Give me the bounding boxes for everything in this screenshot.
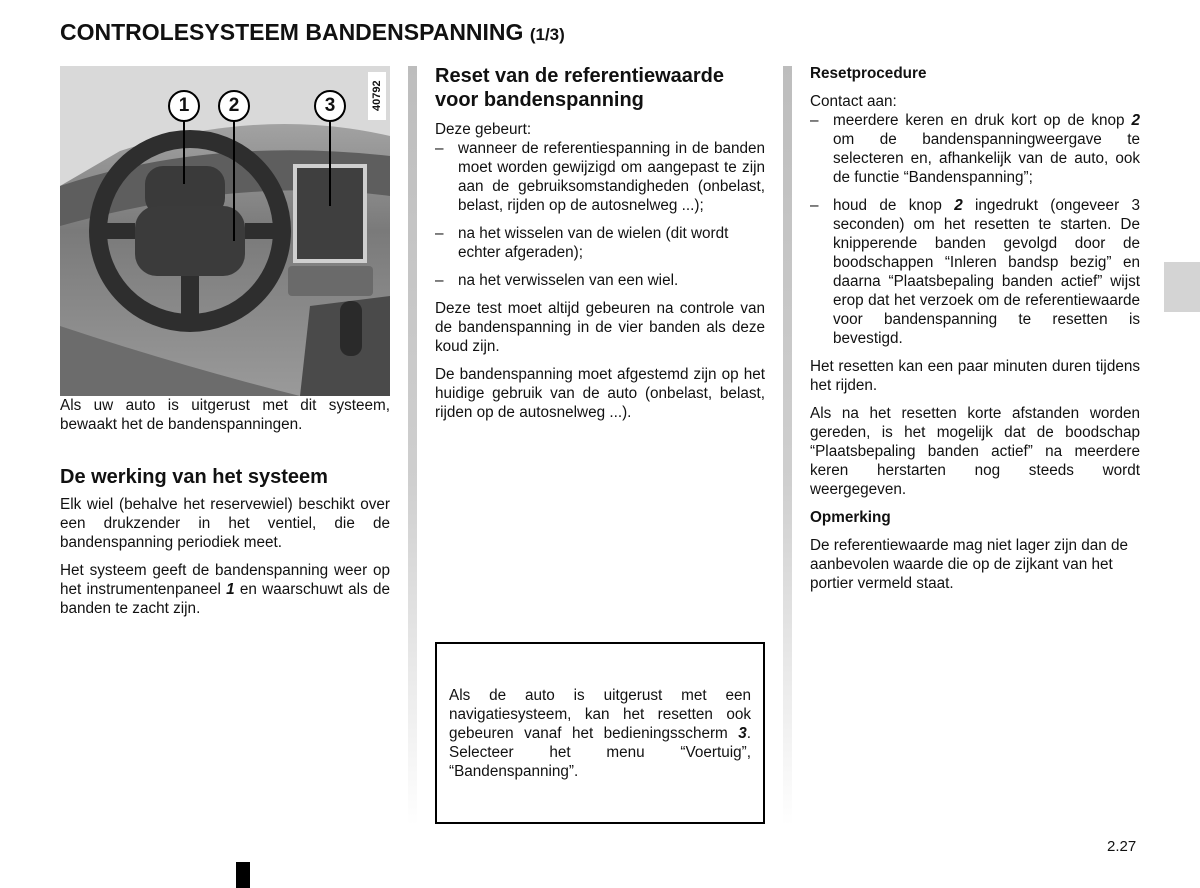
intro-text: Deze gebeurt: (435, 121, 532, 138)
section-heading: De werking van het systeem (60, 466, 328, 488)
note-heading: Opmerking (810, 509, 891, 526)
navigation-note-text: Als de auto is uitgerust met een navigatiesysteem, kan het resetten ook gebeuren vanaf het bedieningsscherm 3. Selecteer het menu “Voertuig”, “Bandenspanning”. (449, 687, 751, 780)
procedure-list (810, 111, 1140, 348)
title-text: CONTROLESYSTEEM BANDENSPANNING (60, 19, 524, 45)
section-heading: Reset van de referentiewaarde voor bandenspanning (435, 65, 725, 111)
left-column (60, 66, 390, 627)
column-divider (408, 66, 417, 826)
reference-number: 2 (954, 197, 963, 214)
title-part: (1/3) (529, 25, 565, 44)
paragraph: Het resetten kan een paar minuten duren tijdens het rijden. (810, 358, 1140, 394)
callout-1: 1 (168, 90, 200, 122)
callout-3: 3 (314, 90, 346, 122)
intro-text: Contact aan: (810, 93, 897, 110)
dashboard-photo (60, 66, 390, 396)
figure-code: 40792 (368, 72, 386, 120)
conditions-list (435, 139, 765, 290)
paragraph: Als na het resetten korte afstanden worden gereden, is het mogelijk dat de boodschap “Plaatsbepaling banden actief” na meerdere keren herstarten nog steeds wordt weergegeven. (810, 405, 1140, 498)
note-text: De referentiewaarde mag niet lager zijn dan de aanbevolen waarde die op de zijkant van het portier vermeld staat. (810, 537, 1129, 592)
subheading: Resetprocedure (810, 65, 927, 82)
reference-number: 2 (1131, 112, 1140, 129)
paragraph: Deze test moet altijd gebeuren na controle van de bandenspanning in de vier banden als deze koud zijn. (435, 300, 765, 355)
right-column (810, 64, 1140, 602)
page-title (60, 19, 565, 46)
page-number: 2.27 (1107, 838, 1137, 855)
chapter-tab (1164, 262, 1200, 312)
navigation-note-box (435, 642, 765, 824)
reference-number: 3 (738, 725, 747, 742)
paragraph: De bandenspanning moet afgestemd zijn op het huidige gebruik van de auto (onbelast, belast, rijden op de autosnelweg ...). (435, 366, 765, 421)
list-item: – wanneer de referentiespanning in de banden moet worden gewijzigd om aangepast te zijn aan de gebruiksomstandigheden (onbelast, belast, rijden op de autosnelweg ...); (435, 139, 765, 215)
paragraph: Elk wiel (behalve het reservewiel) beschikt over een drukzender in het ventiel, die de bandenspanning periodiek meet. (60, 496, 390, 551)
list-item: – na het verwisselen van een wiel. (435, 271, 765, 290)
reference-number: 1 (226, 581, 235, 598)
bleed-mark (236, 862, 250, 888)
figure-caption: Als uw auto is uitgerust met dit systeem, bewaakt het de bandenspanningen. (60, 397, 390, 433)
middle-column (435, 64, 765, 431)
callout-2: 2 (218, 90, 250, 122)
list-item: – meerdere keren en druk kort op de knop 2 om de bandenspanningweergave te selecteren en, afhankelijk van de auto, ook de functie “Bandenspanning”; (810, 111, 1140, 187)
paragraph: Het systeem geeft de bandenspanning weer op het instrumentenpaneel 1 en waarschuwt als de banden te zacht zijn. (60, 562, 390, 617)
list-item: – na het wisselen van de wielen (dit wordt echter afgeraden); (435, 224, 765, 262)
column-divider (783, 66, 792, 826)
list-item: – houd de knop 2 ingedrukt (ongeveer 3 seconden) om het resetten te starten. De knipperende banden gevolgd door de boodschappen “Inleren bandsp bezig” en daarna “Plaatsbepaling banden actief” wijst erop dat het verzoek om de referentiewaarde voor bandenspanning te resetten is bevestigd. (810, 196, 1140, 348)
